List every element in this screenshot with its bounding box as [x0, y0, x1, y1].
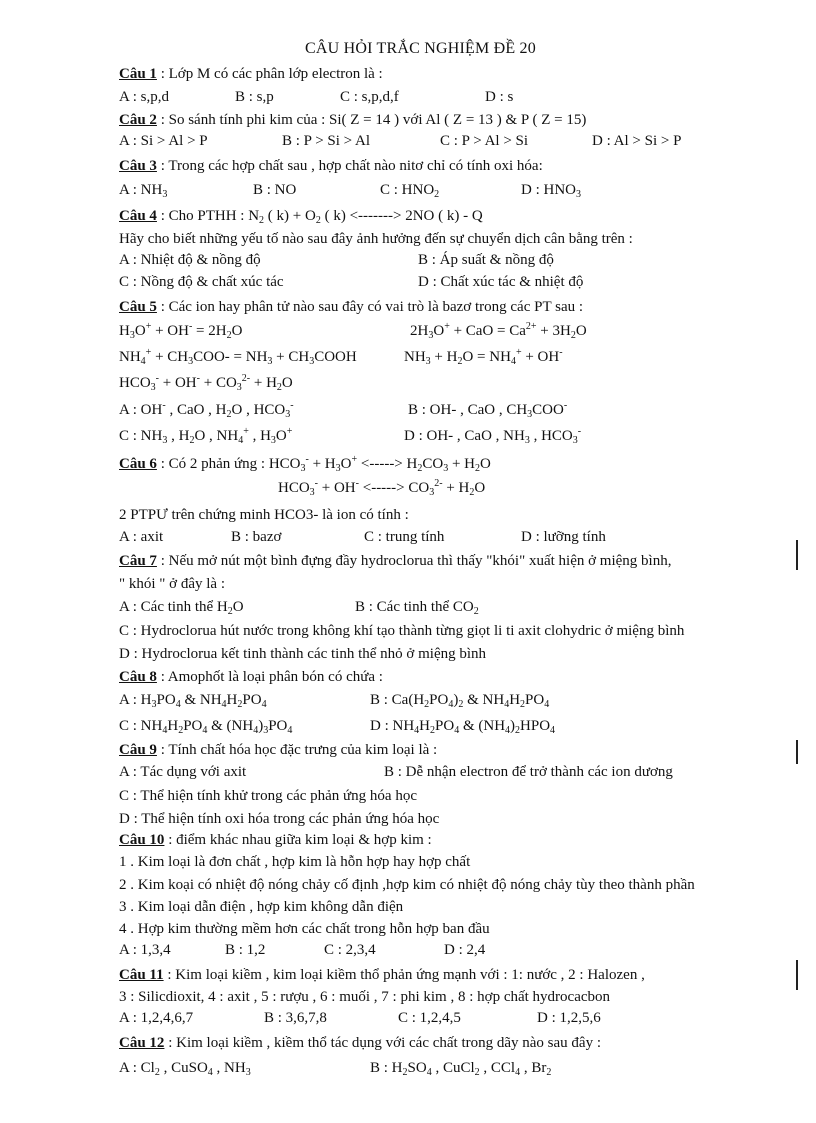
page-title: CÂU HỎI TRẮC NGHIỆM ĐỀ 20: [305, 40, 536, 57]
option-b: B : $H_2SO_4$ , CuCl$_2$ , CCl$_4$ , $Br_2$: [370, 1060, 552, 1078]
question-text: : Nếu mở nút một bình đựng đầy hydroclorua thì thấy "khói" xuất hiện ở miệng bình,: [156, 553, 672, 569]
option-d: D : 2,4: [444, 942, 486, 958]
equation-5: $HCO_3^- + OH^- + CO_3^{2-} + H_2O$: [119, 373, 293, 393]
question-6-prompt: 2 PTPƯ trên chứng minh HCO3- là ion có tính :: [119, 507, 409, 523]
option-c: C : 2,3,4: [324, 942, 376, 958]
question-1: [119, 65, 383, 83]
option-c: C : Hydroclorua hút nước trong không khí tạo thành từng giọt li ti axit clohydric ở miệng bình: [119, 623, 685, 639]
statement-2: 2 . Kim koại có nhiệt độ nóng chảy cố định ,hợp kim có nhiệt độ nóng chảy tùy theo thành phần: [119, 877, 695, 893]
equation-3: $NH_4^+ + CH_3COO- = NH_3$ + $CH_3COOH$: [119, 347, 357, 367]
question-5: [119, 298, 583, 316]
option-b: B : $Ca(H_2PO_4)_2$ & $NH_4H_2PO_4$: [370, 692, 550, 710]
option-a: A : Nhiệt độ & nồng độ: [119, 252, 261, 268]
option-a: A : s,p,d: [119, 89, 170, 105]
question-text: : Tính chất hóa học đặc trưng của kim loại là :: [156, 742, 438, 758]
option-c: C : P > Al > Si: [440, 133, 529, 149]
option-d: D : OH- , CaO , $NH_3$ , $HCO_3^-$: [404, 426, 582, 446]
option-b: B : 1,2: [225, 942, 266, 958]
question-text: : Trong các hợp chất sau , hợp chất nào nitơ chỉ có tính oxi hóa:: [156, 158, 543, 174]
option-d: D : $HNO_3$: [521, 182, 581, 200]
option-b: B : 3,6,7,8: [264, 1010, 327, 1026]
option-a: A : Các tinh thể $H_2O$: [119, 599, 244, 617]
question-text: : Các ion hay phân tử nào sau đây có vai trò là bazơ trong các PT sau :: [156, 299, 584, 315]
question-8: [119, 668, 383, 686]
option-d: D : s: [485, 89, 514, 105]
option-a: A : Tác dụng với axit: [119, 764, 247, 780]
scan-edge-mark: [796, 540, 798, 570]
question-label: Câu 7: [119, 553, 157, 569]
equation-2: $2H_3O^+$ + CaO = $Ca^{2+} + 3H_2O$: [410, 321, 587, 341]
option-c: C : $NH_4H_2PO_4$ & $(NH_4)_3PO_4$: [119, 718, 293, 736]
question-label: Câu 3: [119, 158, 157, 174]
option-d: D : Chất xúc tác & nhiệt độ: [418, 274, 584, 290]
question-text: : Kim loại kiềm , kiềm thổ tác dụng với các chất trong dãy nào sau đây :: [164, 1035, 602, 1051]
option-d: D : Thể hiện tính oxi hóa trong các phản ứng hóa học: [119, 811, 440, 827]
option-a: A : Si > Al > P: [119, 133, 208, 149]
question-4: Câu 4 : Cho PTHH : $N_2$ ( $k) + O_2$ ( k) <-------> 2NO ( k) - Q: [119, 208, 483, 226]
question-label: Câu 1: [119, 66, 157, 82]
option-a: A : $H_3PO_4$ & $NH_4H_2PO_4$: [119, 692, 267, 710]
option-c: C : 1,2,4,5: [398, 1010, 461, 1026]
question-label: Câu 2: [119, 112, 157, 128]
scan-edge-mark: [796, 740, 798, 764]
question-text: : điểm khác nhau giữa kim loại & hợp kim :: [164, 832, 432, 848]
question-11-line2: 3 : Silicdioxit, 4 : axit , 5 : rượu , 6 : muối , 7 : phi kim , 8 : hợp chất hydrocacbon: [119, 989, 611, 1005]
option-b: B : Các tinh thể $CO_2$: [355, 599, 479, 617]
question-label: Câu 8: [119, 669, 157, 685]
option-c: C : trung tính: [364, 529, 445, 545]
equation-1: $H_3O^+ + OH^- = 2H_2O$: [119, 321, 243, 341]
option-a: A : $NH_3$: [119, 182, 168, 200]
question-label: Câu 5: [119, 299, 157, 315]
option-d: D : $NH_4H_2PO_4$ & $(NH_4)_2HPO_4$: [370, 718, 556, 736]
question-label: Câu 12: [119, 1035, 165, 1051]
option-d: D : Hydroclorua kết tinh thành các tinh thể nhỏ ở miệng bình: [119, 646, 487, 662]
option-c: C : $HNO_2$: [380, 182, 440, 200]
option-b: B : Áp suất & nồng độ: [418, 252, 554, 268]
question-label: Câu 11: [119, 967, 164, 983]
question-12: [119, 1034, 601, 1052]
statement-3: 3 . Kim loại dẫn điện , hợp kim không dẫn điện: [119, 899, 404, 915]
question-label: Câu 4: [119, 208, 157, 224]
option-b: B : P > Si > Al: [282, 133, 371, 149]
question-11: [119, 966, 645, 984]
equation-4: $NH_3 + H_2O = NH_4^+ + OH^-$: [404, 347, 563, 367]
option-c: C : s,p,d,f: [340, 89, 399, 105]
question-9: [119, 741, 437, 759]
option-c: C : Thể hiện tính khử trong các phản ứng hóa học: [119, 788, 418, 804]
option-a: A : OH- , CaO , $H_2O$ , $HCO_3^-$: [119, 400, 294, 420]
option-b: B : bazơ: [231, 529, 282, 545]
question-label: Câu 6: [119, 456, 157, 472]
statement-4: 4 . Hợp kim thường mềm hơn các chất trong hỗn hợp ban đầu: [119, 921, 490, 937]
option-c: C : $NH_3$ , $H_2O$ , $NH_4^+$ , $H_3O^+$: [119, 426, 293, 446]
question-7: [119, 552, 671, 570]
option-a: A : 1,3,4: [119, 942, 171, 958]
question-text: : Lớp M có các phân lớp electron là :: [156, 66, 383, 82]
option-d: D : lưỡng tính: [521, 529, 606, 545]
question-text: : Kim loại kiềm , kim loại kiềm thổ phản ứng mạnh với : 1: nước , 2 : Halozen ,: [163, 967, 645, 983]
question-text: : Amophốt là loại phân bón có chứa :: [156, 669, 383, 685]
question-4-prompt: Hãy cho biết những yếu tố nào sau đây ảnh hưởng đến sự chuyển dịch cân bằng trên :: [119, 231, 633, 247]
equation-6: $HCO_3^- + OH^-$ <-----> $CO_3^{2-} + H_2O$: [278, 478, 486, 498]
option-d: D : 1,2,5,6: [537, 1010, 601, 1026]
question-label: Câu 10: [119, 832, 165, 848]
question-3: [119, 157, 543, 175]
option-a: A : $Cl_2$ , CuSO$_4$ , $NH_3$: [119, 1060, 251, 1078]
option-b: B : s,p: [235, 89, 274, 105]
question-text: : So sánh tính phi kim của : Si( Z = 14 ) với Al ( Z = 13 ) & P ( Z = 15): [156, 112, 587, 128]
question-6: Câu 6 : Có 2 phản ứng : $HCO_3^- + H_3O^+$ <-----> $H_2CO_3 + H_2O$: [119, 454, 491, 474]
option-c: C : Nồng độ & chất xúc tác: [119, 274, 284, 290]
question-10: [119, 831, 432, 849]
question-2: [119, 111, 586, 129]
option-d: D : Al > Si > P: [592, 133, 682, 149]
option-b: B : NO: [253, 182, 297, 198]
statement-1: 1 . Kim loại là đơn chất , hợp kim là hỗn hợp hay hợp chất: [119, 854, 471, 870]
question-label: Câu 9: [119, 742, 157, 758]
option-a: A : axit: [119, 529, 164, 545]
option-b: B : Dễ nhận electron để trở thành các ion dương: [384, 764, 673, 780]
scan-edge-mark: [796, 960, 798, 990]
option-a: A : 1,2,4,6,7: [119, 1010, 194, 1026]
question-7-prompt: " khói " ở đây là :: [119, 576, 225, 592]
option-b: B : OH- , CaO , $CH_3COO^-$: [408, 400, 568, 420]
